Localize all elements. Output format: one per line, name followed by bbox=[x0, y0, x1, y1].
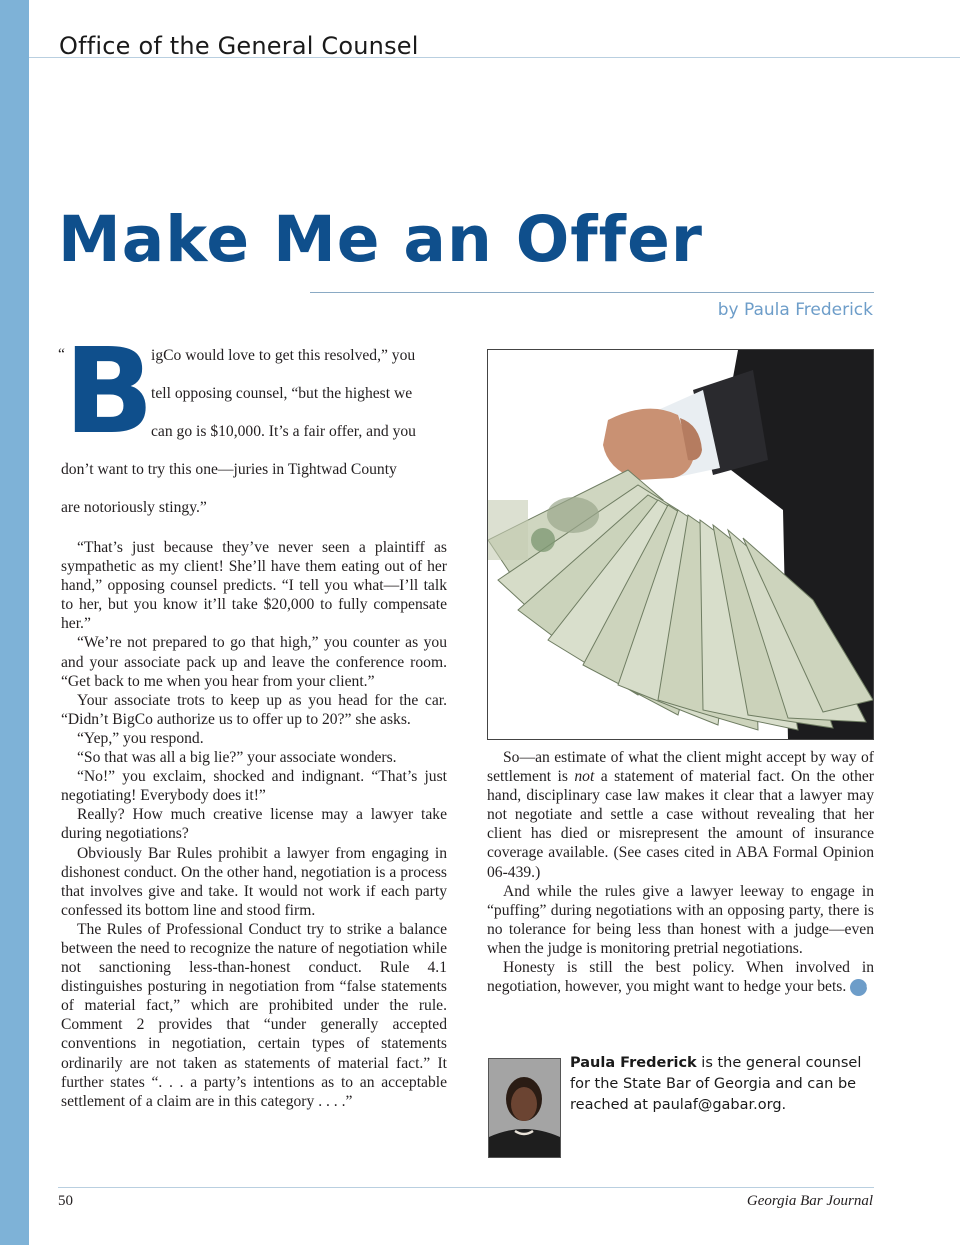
body-column-left bbox=[61, 538, 447, 1111]
author-bio: Paula Frederick is the general counsel for the State Bar of Georgia and can be reached at paulaf@gabar.org. bbox=[570, 1055, 862, 1113]
footer-rule bbox=[58, 1187, 874, 1188]
body-paragraph: The Rules of Professional Conduct try to strike a balance between the need to recognize the nature of negotiation while not sanctioning less-than-honest conduct. Rule 4.1 distinguishes posturing in negotiation from “false statements of material fact,” which are prohibited under the rule. Comment 2 provides that “under generally accepted conventions in negotiation, certain types of statements ordinarily are not taken as statements of material fact.” It further states “. . . a party’s intentions as to an acceptable settlement of a claim are in this category . . . .” bbox=[61, 920, 447, 1110]
author-name: Paula Frederick bbox=[570, 1055, 697, 1071]
money-fan-photo bbox=[487, 349, 874, 740]
title-rule bbox=[310, 292, 874, 293]
body-paragraph: “No!” you exclaim, shocked and indignant. “That’s just negotiating! Everybody does it!” bbox=[61, 768, 447, 805]
section-header: Office of the General Counsel bbox=[59, 32, 419, 60]
lead-line: are notoriously stingy.” bbox=[61, 499, 207, 516]
page-number: 50 bbox=[58, 1193, 73, 1209]
body-paragraph: Obviously Bar Rules prohibit a lawyer from engaging in dishonest conduct. On the other hand, negotiation is a process that involves give and take. It would not work if each party confessed its bottom line and stood firm. bbox=[61, 844, 447, 919]
emphasis: not bbox=[574, 768, 595, 786]
byline: by Paula Frederick bbox=[717, 300, 873, 320]
body-paragraph: “We’re not prepared to go that high,” you counter as you and your associate pack up and leave the conference room. “Get back to me when you hear from your client.” bbox=[61, 634, 447, 690]
drop-cap: B bbox=[64, 322, 154, 460]
header-rule bbox=[29, 57, 960, 58]
lead-line: tell opposing counsel, “but the highest we bbox=[151, 385, 413, 402]
gbj-end-mark-icon: GBJ bbox=[850, 979, 867, 996]
author-photo bbox=[488, 1058, 561, 1158]
body-paragraph: And while the rules give a lawyer leeway to engage in “puffing” during negotiations with an opposing party, there is no tolerance for being less than honest with a judge—even when the judge is monitoring pretrial negotiations. bbox=[487, 882, 874, 957]
journal-name: Georgia Bar Journal bbox=[746, 1193, 873, 1209]
money-fan-illustration bbox=[488, 350, 873, 739]
body-paragraph: “Yep,” you respond. bbox=[77, 729, 204, 747]
body-paragraph: So—an estimate of what the client might accept by way of settlement is not a statement of material fact. On the other hand, disciplinary case law makes it clear that a lawyer may not negotiate and settle a case without revealing that her client has died or misrepresent the amount of insurance coverage available. (See cases cited in ABA Formal Opinion 06-439.) bbox=[487, 749, 874, 881]
article-title: Make Me an Offer bbox=[58, 203, 703, 276]
lead-line: can go is $10,000. It’s a fair offer, and you bbox=[151, 423, 416, 440]
body-column-right bbox=[487, 748, 879, 996]
body-paragraph: Really? How much creative license may a lawyer take during negotiations? bbox=[61, 806, 447, 843]
lead-open-quote: “ bbox=[58, 346, 65, 363]
body-paragraph: “That’s just because they’ve never seen a plaintiff as sympathetic as my client! She’ll have them eating out of her hand,” opposing counsel predicts. “I tell you what—I’ll talk to her, but you know it’ll take $20,000 to fully compensate her.” bbox=[61, 539, 447, 633]
body-paragraph: “So that was all a big lie?” your associate wonders. bbox=[77, 749, 397, 767]
lead-line: igCo would love to get this resolved,” you bbox=[151, 347, 416, 364]
body-paragraph: Honesty is still the best policy. When involved in negotiation, however, you might want to hedge your bets. GBJ bbox=[487, 959, 879, 996]
lead-line: don’t want to try this one—juries in Tightwad County bbox=[61, 461, 397, 478]
left-color-bar bbox=[0, 0, 29, 1245]
body-paragraph: Your associate trots to keep up as you head for the car. “Didn’t BigCo authorize us to offer up to 20?” she asks. bbox=[61, 691, 447, 728]
